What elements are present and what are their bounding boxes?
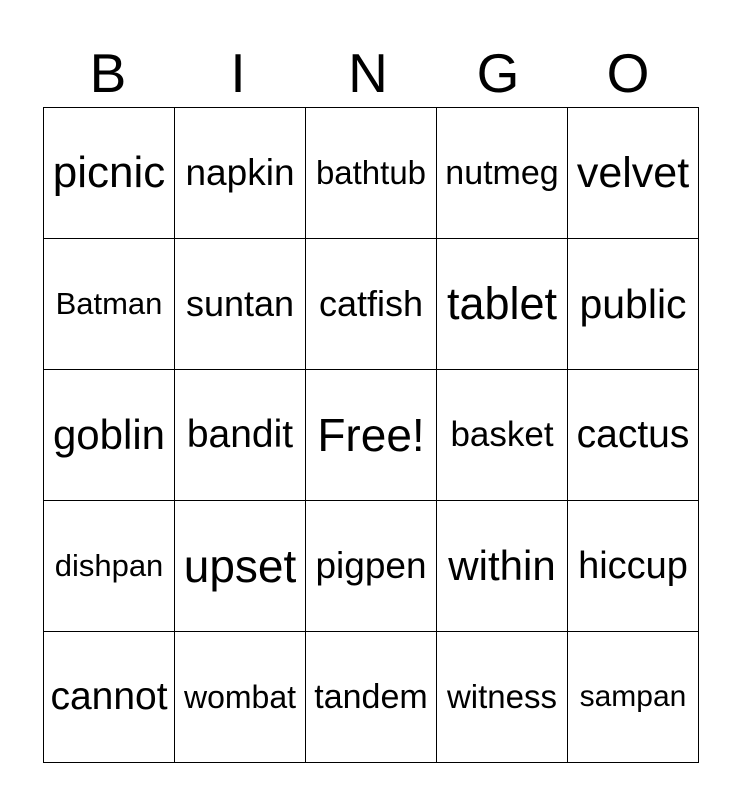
bingo-cell: dishpan <box>44 501 175 632</box>
bingo-cell: sampan <box>568 632 699 763</box>
bingo-cell: picnic <box>44 108 175 239</box>
bingo-cell: hiccup <box>568 501 699 632</box>
bingo-row <box>44 239 699 370</box>
header-letter-b: B <box>89 42 127 104</box>
bingo-card-grid <box>43 107 699 763</box>
bingo-cell: catfish <box>306 239 437 370</box>
bingo-cell: within <box>437 501 568 632</box>
bingo-cell: pigpen <box>306 501 437 632</box>
bingo-cell: napkin <box>175 108 306 239</box>
free-space-cell: Free! <box>306 370 437 501</box>
bingo-cell: upset <box>175 501 306 632</box>
bingo-cell: bathtub <box>306 108 437 239</box>
bingo-cell: public <box>568 239 699 370</box>
bingo-cell: suntan <box>175 239 306 370</box>
bingo-row <box>44 108 699 239</box>
header-letter-n: N <box>348 42 388 104</box>
bingo-cell: goblin <box>44 370 175 501</box>
bingo-cell: velvet <box>568 108 699 239</box>
bingo-cell: cannot <box>44 632 175 763</box>
bingo-cell: basket <box>437 370 568 501</box>
bingo-cell: wombat <box>175 632 306 763</box>
bingo-row <box>44 501 699 632</box>
header-letter-g: G <box>476 42 520 104</box>
bingo-header <box>43 40 693 106</box>
bingo-cell: Batman <box>44 239 175 370</box>
bingo-row <box>44 632 699 763</box>
bingo-cell: nutmeg <box>437 108 568 239</box>
header-letter-o: O <box>606 42 650 104</box>
bingo-cell: tablet <box>437 239 568 370</box>
header-letter-i: I <box>230 42 246 104</box>
bingo-cell: tandem <box>306 632 437 763</box>
bingo-row <box>44 370 699 501</box>
bingo-cell: cactus <box>568 370 699 501</box>
bingo-cell: witness <box>437 632 568 763</box>
bingo-cell: bandit <box>175 370 306 501</box>
